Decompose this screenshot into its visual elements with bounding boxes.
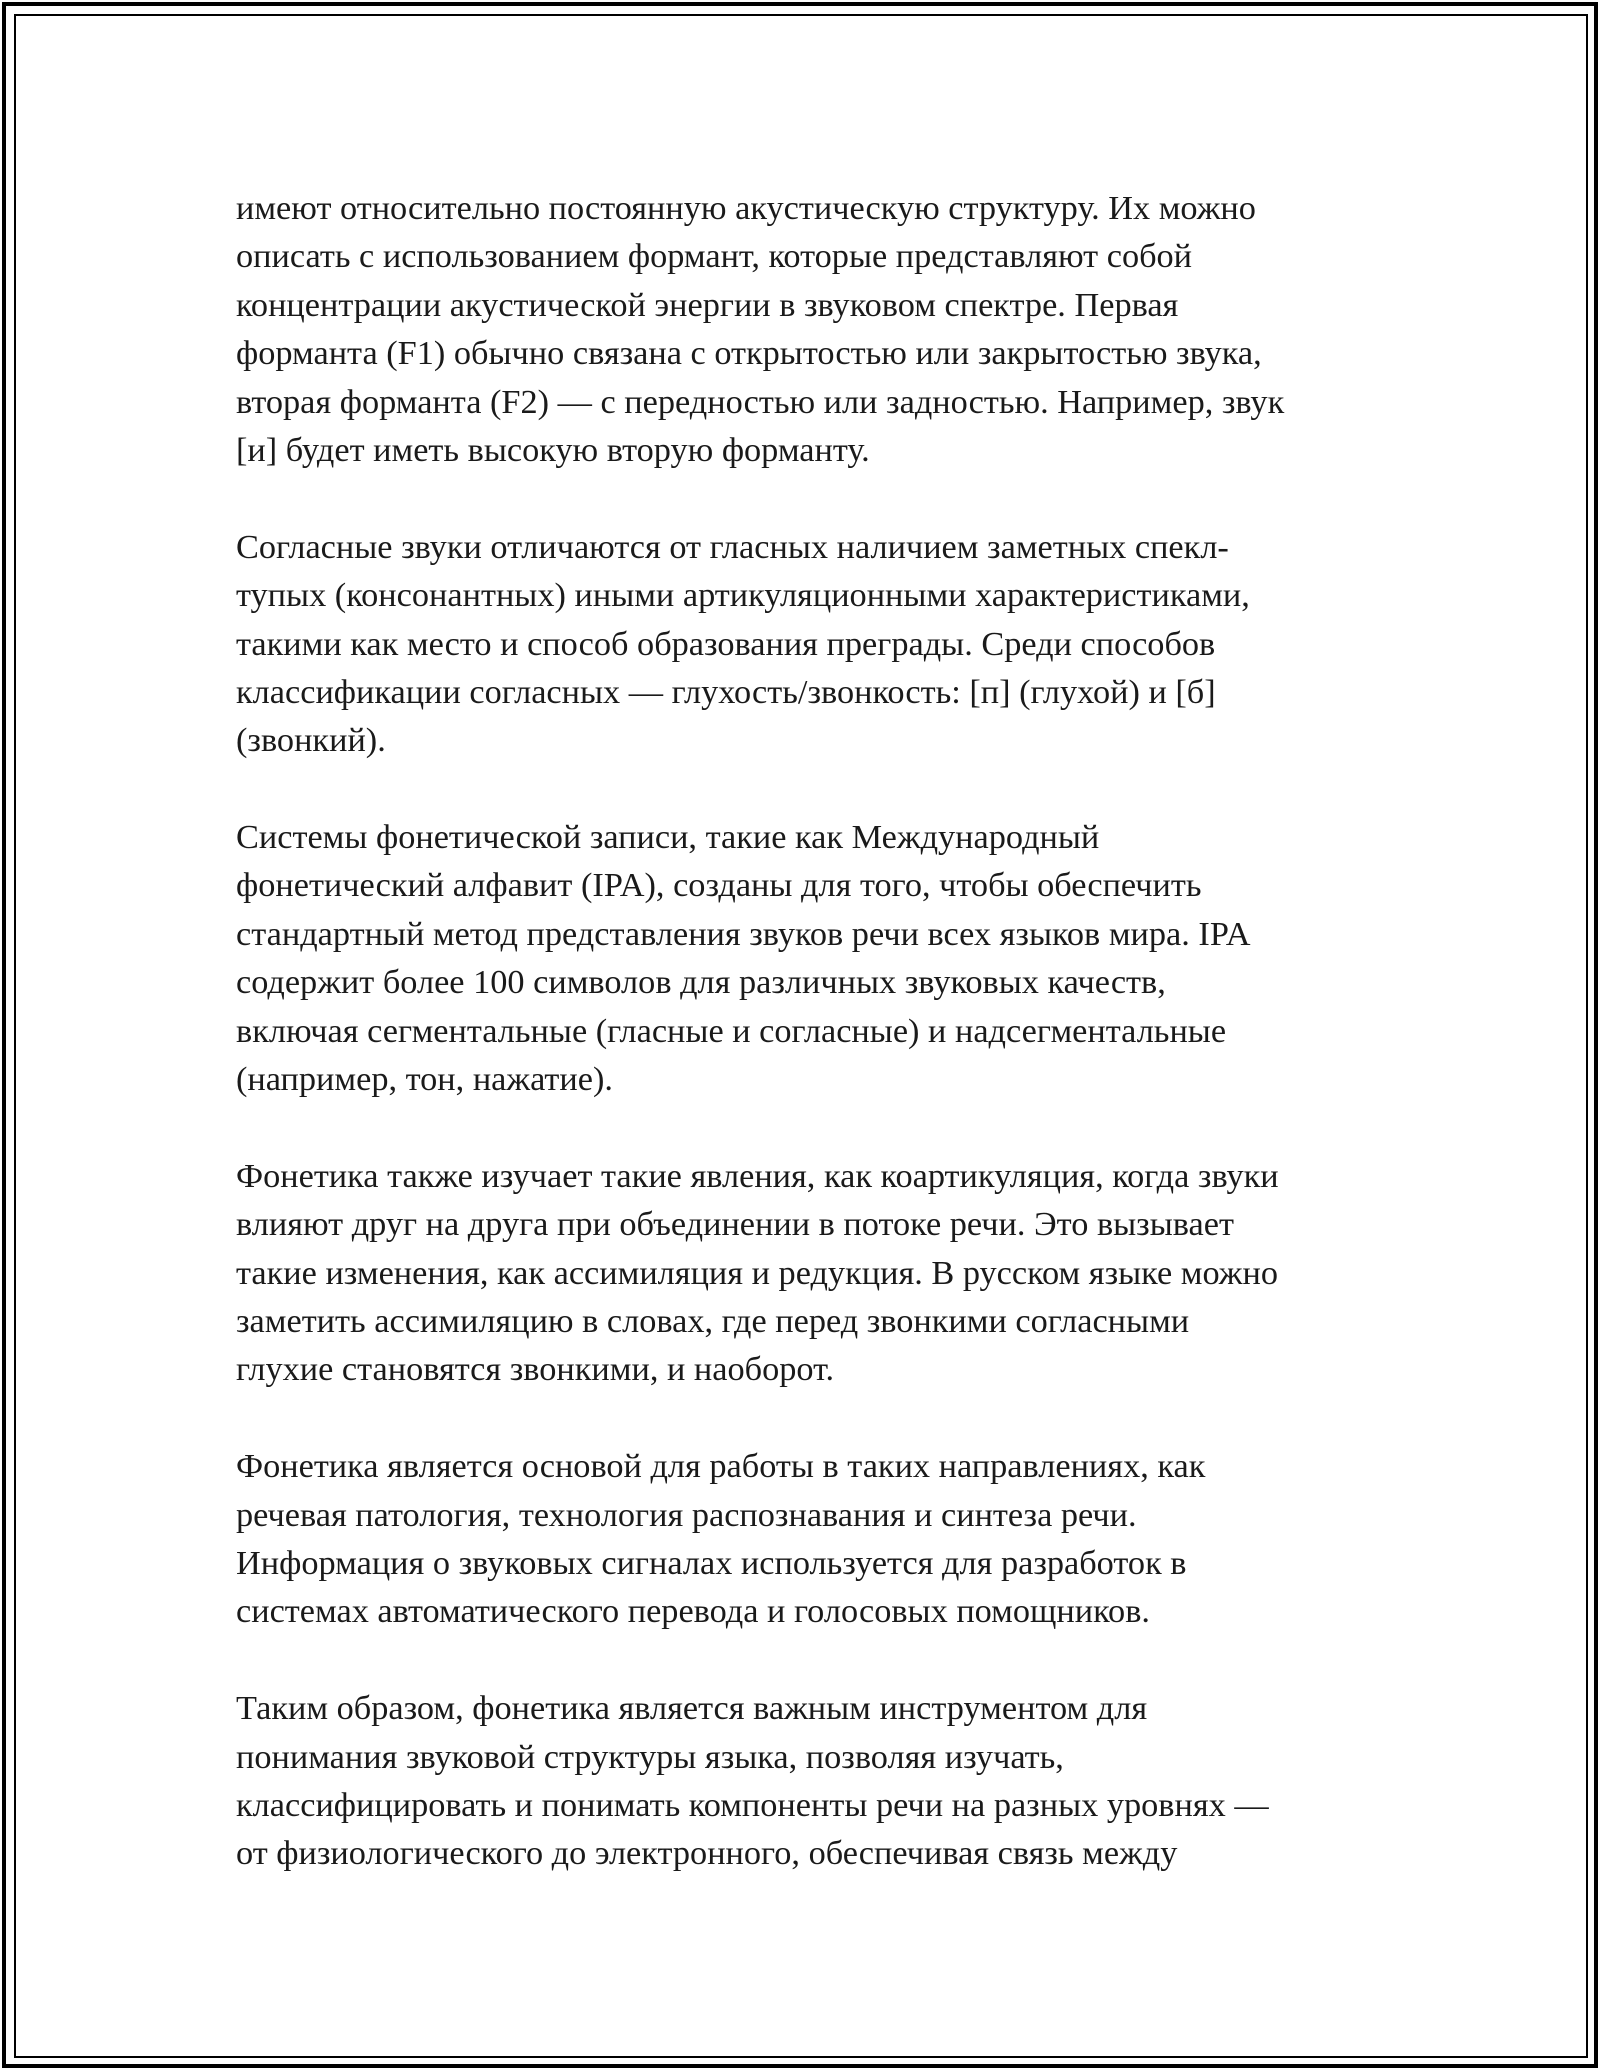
document-body <box>236 184 1376 1878</box>
text-line: (звонкий). <box>236 721 386 760</box>
paragraph-5 <box>236 1442 1376 1636</box>
paragraph-2 <box>236 523 1376 765</box>
text-line: имеют относительно постоянную акустическую структуру. Их можно <box>236 189 1256 227</box>
text-line: (например, тон, нажатие). <box>236 1060 613 1099</box>
paragraph-spacer <box>236 1394 1376 1442</box>
text-line: содержит более 100 символов для различных звуковых качеств, <box>236 963 1166 1002</box>
paragraph-spacer <box>236 1636 1376 1684</box>
text-line: [и] будет иметь высокую вторую форманту. <box>236 430 870 469</box>
paragraph-6 <box>236 1684 1376 1878</box>
text-line: системах автоматического перевода и голосовых помощников. <box>236 1592 1150 1631</box>
text-line: Системы фонетической записи, такие как Международный <box>236 818 1100 857</box>
text-line: включая сегментальные (гласные и согласные) и надсегментальные <box>236 1011 1227 1050</box>
paragraph-3 <box>236 813 1376 1103</box>
text-line: понимания звуковой структуры языка, позволяя изучать, <box>236 1737 1064 1776</box>
text-line: влияют друг на друга при объединении в потоке речи. Это вызывает <box>236 1205 1234 1244</box>
text-line: глухие становятся звонкими, и наоборот. <box>236 1350 835 1389</box>
text-line: Согласные звуки отличаются от гласных наличием заметных спекл- <box>236 527 1229 566</box>
paragraph-spacer <box>236 1103 1376 1151</box>
text-line: тупых (консонантных) иными артикуляционными характеристиками, <box>236 576 1250 615</box>
text-line: стандартный метод представления звуков речи всех языков мира. IPA <box>236 914 1251 953</box>
text-line: речевая патология, технология распознавания и синтеза речи. <box>236 1495 1137 1534</box>
text-line: от физиологического до электронного, обеспечивая связь между <box>236 1834 1178 1873</box>
text-line: описать с использованием формант, которые представляют собой <box>236 237 1193 276</box>
text-line: классификации согласных — глухость/звонкость: [п] (глухой) и [б] <box>236 672 1216 711</box>
text-line: Таким образом, фонетика является важным инструментом для <box>236 1689 1148 1728</box>
paragraph-spacer <box>236 474 1376 522</box>
text-line: заметить ассимиляцию в словах, где перед звонкими согласными <box>236 1301 1190 1340</box>
text-line: концентрации акустической энергии в звуковом спектре. Первая <box>236 285 1179 324</box>
text-line: форманта (F1) обычно связана с открытостью или закрытостью звука, <box>236 334 1262 373</box>
text-line: вторая форманта (F2) — с передностью или задностью. Например, звук <box>236 382 1285 421</box>
paragraph-1 <box>236 184 1376 474</box>
text-line: фонетический алфавит (IPA), созданы для того, чтобы обеспечить <box>236 866 1202 905</box>
text-line: Фонетика также изучает такие явления, как коартикуляция, когда звуки <box>236 1156 1279 1195</box>
text-line: такими как место и способ образования преграды. Среди способов <box>236 624 1216 663</box>
text-line: классифицировать и понимать компоненты речи на разных уровнях — <box>236 1785 1269 1824</box>
paragraph-spacer <box>236 765 1376 813</box>
text-line: Информация о звуковых сигналах используется для разработок в <box>236 1543 1187 1582</box>
text-line: такие изменения, как ассимиляция и редукция. В русском языке можно <box>236 1253 1278 1292</box>
paragraph-4 <box>236 1152 1376 1394</box>
text-line: Фонетика является основой для работы в таких направлениях, как <box>236 1447 1206 1486</box>
